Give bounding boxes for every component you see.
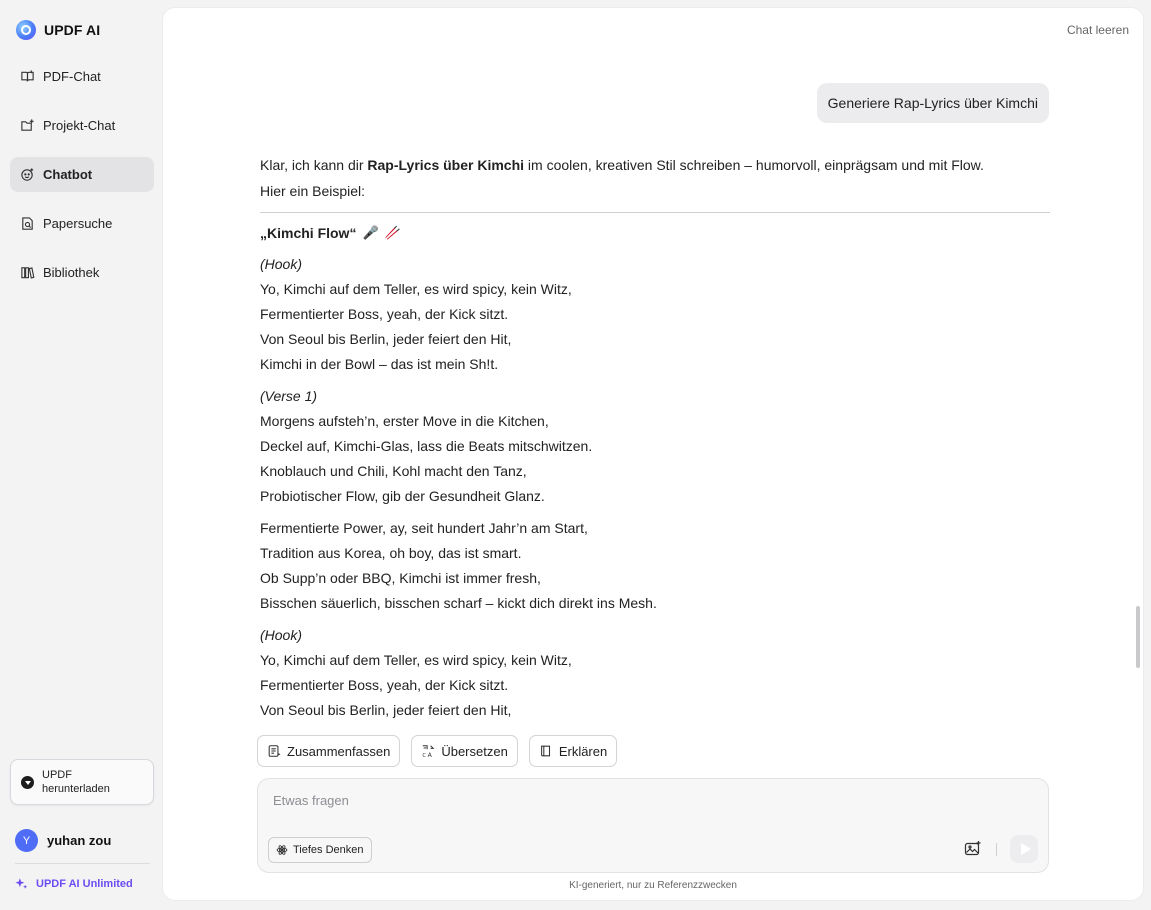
sparkle-icon bbox=[15, 877, 28, 890]
sidebar-item-projekt-chat[interactable] bbox=[10, 108, 154, 143]
stanza-label: (Hook) bbox=[260, 627, 303, 643]
lyric-line: Fermentierter Boss, yeah, der Kick sitzt. bbox=[260, 677, 509, 693]
lyric-stanza bbox=[260, 252, 1050, 377]
explain-label: Erklären bbox=[558, 743, 608, 759]
library-icon bbox=[20, 265, 35, 280]
user-name: yuhan zou bbox=[47, 833, 112, 848]
sidebar-item-label: Projekt-Chat bbox=[43, 118, 116, 133]
lyric-line: Deckel auf, Kimchi-Glas, lass die Beats mitschwitzen. bbox=[260, 438, 593, 454]
svg-text:A: A bbox=[427, 752, 433, 758]
lyrics bbox=[260, 252, 1050, 723]
sidebar-item-papersuche[interactable] bbox=[10, 206, 154, 241]
lyric-line: Yo, Kimchi auf dem Teller, es wird spicy, kein Witz, bbox=[260, 652, 572, 668]
summarize-button[interactable] bbox=[257, 735, 400, 767]
assistant-answer bbox=[260, 152, 1050, 730]
translate-label: Übersetzen bbox=[441, 743, 508, 759]
summarize-label: Zusammenfassen bbox=[287, 743, 391, 759]
sidebar-item-label: Papersuche bbox=[43, 216, 113, 231]
answer-intro bbox=[260, 152, 1050, 204]
intro-text-end: im coolen, kreativen Stil schreiben – humorvoll, einprägsam und mit Flow. bbox=[524, 157, 984, 173]
lyric-line: Ob Supp’n oder BBQ, Kimchi ist immer fresh, bbox=[260, 570, 541, 586]
clear-chat-button[interactable]: Chat leeren bbox=[1066, 23, 1129, 37]
message-composer bbox=[257, 778, 1049, 873]
chopsticks-icon: 🥢 bbox=[384, 225, 401, 240]
divider bbox=[260, 212, 1050, 213]
explain-button[interactable] bbox=[529, 735, 617, 767]
translate-button[interactable] bbox=[411, 735, 517, 767]
brand-name: UPDF AI bbox=[44, 22, 101, 38]
lyric-line: Bisschen säuerlich, bisschen scharf – kickt dich direkt ins Mesh. bbox=[260, 595, 657, 611]
chat-input[interactable]: Etwas fragen bbox=[273, 793, 349, 808]
folder-plus-icon bbox=[20, 118, 35, 133]
sidebar-item-chatbot[interactable] bbox=[10, 157, 154, 192]
lyric-line: Fermentierter Boss, yeah, der Kick sitzt. bbox=[260, 306, 509, 322]
download-icon bbox=[21, 776, 34, 789]
sidebar-item-label: Chatbot bbox=[43, 167, 93, 182]
ai-disclaimer: KI-generiert, nur zu Referenzzwecken bbox=[569, 880, 737, 891]
deep-think-toggle[interactable] bbox=[268, 837, 372, 863]
download-label-line-2: herunterladen bbox=[42, 783, 110, 795]
lyric-line: Kimchi in der Bowl – das ist mein Sh!t. bbox=[260, 356, 499, 372]
intro-text: Klar, ich kann dir bbox=[260, 157, 368, 173]
book-open-icon bbox=[20, 69, 35, 84]
sidebar bbox=[0, 0, 163, 910]
lyric-stanza bbox=[260, 384, 1050, 509]
book-icon bbox=[539, 744, 553, 758]
plan-link[interactable] bbox=[15, 877, 133, 890]
image-upload-icon[interactable] bbox=[964, 840, 982, 858]
sidebar-item-pdf-chat[interactable] bbox=[10, 59, 154, 94]
sidebar-nav bbox=[10, 59, 154, 304]
lyric-line: Tradition aus Korea, oh boy, das ist smart. bbox=[260, 545, 522, 561]
download-label bbox=[42, 768, 110, 796]
song-title bbox=[260, 222, 1050, 244]
intro-bold: Rap-Lyrics über Kimchi bbox=[367, 157, 525, 173]
sidebar-item-bibliothek[interactable] bbox=[10, 255, 154, 290]
chat-panel bbox=[163, 8, 1143, 900]
svg-text:C: C bbox=[422, 753, 427, 758]
stanza-label: (Hook) bbox=[260, 256, 303, 272]
sidebar-item-label: PDF-Chat bbox=[43, 69, 101, 84]
lyric-stanza bbox=[260, 623, 1050, 723]
stanza-label: (Verse 1) bbox=[260, 388, 318, 404]
lyric-line: Probiotischer Flow, gib der Gesundheit Glanz. bbox=[260, 488, 545, 504]
scrollbar[interactable] bbox=[1136, 606, 1140, 668]
summarize-icon bbox=[267, 744, 281, 758]
microphone-icon: 🎤 bbox=[362, 225, 379, 240]
updf-logo-icon bbox=[16, 20, 36, 40]
divider bbox=[996, 843, 997, 856]
divider bbox=[15, 863, 150, 864]
user-profile[interactable] bbox=[15, 829, 111, 852]
avatar: Y bbox=[15, 829, 38, 852]
bot-face-icon bbox=[20, 167, 35, 182]
lyric-line: Yo, Kimchi auf dem Teller, es wird spicy, kein Witz, bbox=[260, 281, 572, 297]
sidebar-item-label: Bibliothek bbox=[43, 265, 100, 280]
lyric-line: Von Seoul bis Berlin, jeder feiert den Hit, bbox=[260, 702, 512, 718]
download-updf-button[interactable] bbox=[10, 759, 154, 805]
brand[interactable] bbox=[16, 19, 100, 41]
lyric-line: Knoblauch und Chili, Kohl macht den Tanz, bbox=[260, 463, 527, 479]
lyric-line: Von Seoul bis Berlin, jeder feiert den Hit, bbox=[260, 331, 512, 347]
atom-icon bbox=[276, 844, 288, 856]
intro-line-2: Hier ein Beispiel: bbox=[260, 183, 366, 199]
document-search-icon bbox=[20, 216, 35, 231]
user-message-bubble: Generiere Rap-Lyrics über Kimchi bbox=[817, 83, 1049, 123]
plan-label: UPDF AI Unlimited bbox=[36, 877, 133, 890]
lyric-line: Morgens aufsteh’n, erster Move in die Kitchen, bbox=[260, 413, 549, 429]
translate-icon bbox=[421, 744, 435, 758]
download-label-line-1: UPDF bbox=[42, 769, 72, 781]
song-title-text: „Kimchi Flow“ bbox=[260, 225, 357, 241]
lyric-stanza bbox=[260, 516, 1050, 616]
send-button[interactable] bbox=[1010, 835, 1038, 863]
lyric-line: Fermentierte Power, ay, seit hundert Jahr’n am Start, bbox=[260, 520, 588, 536]
answer-actions bbox=[257, 735, 617, 767]
deep-think-label: Tiefes Denken bbox=[293, 844, 364, 856]
